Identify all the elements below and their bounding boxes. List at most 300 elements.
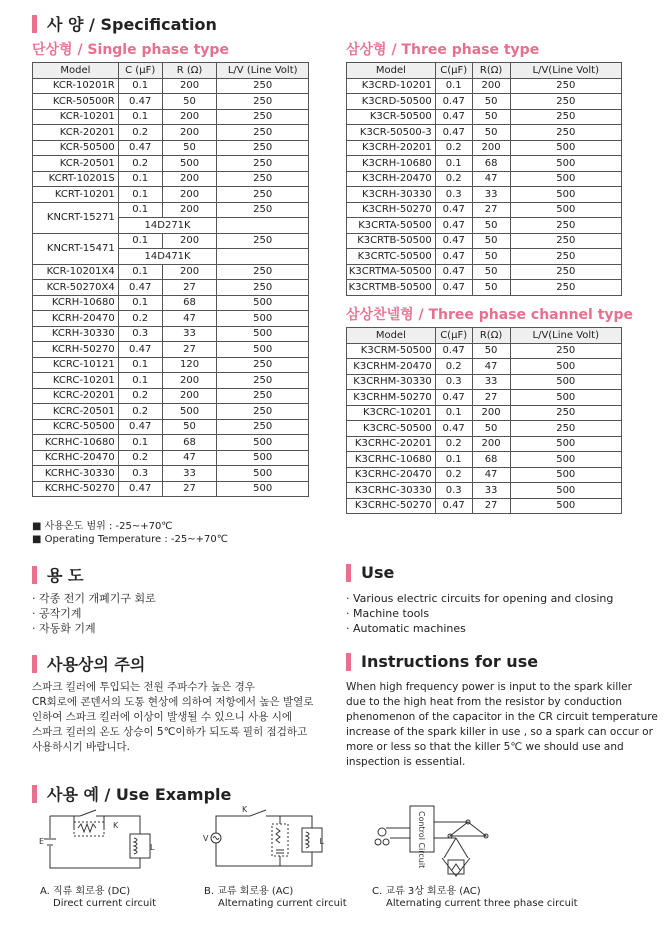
model-cell: K3CRTC-50500 xyxy=(347,249,436,265)
temp-note-ko: ■ 사용온도 범위 : -25~+70℃ xyxy=(32,521,173,532)
value-cell: 200 xyxy=(162,264,217,280)
value-cell: 0.3 xyxy=(118,466,162,482)
value-cell: 250 xyxy=(510,109,621,125)
value-cell: 500 xyxy=(510,202,621,218)
caution-heading-ko xyxy=(32,652,145,675)
caution-line: increase of the spark killer in use , so a spark can occur or xyxy=(346,726,653,738)
table-row xyxy=(33,233,309,249)
channel-type-title: 삼상찬넬형 / Three phase channel type xyxy=(346,307,634,323)
caution-line: phenomenon of the capacitor in the CR circuit temperature xyxy=(346,711,658,723)
value-cell: 500 xyxy=(510,140,621,156)
value-cell: 200 xyxy=(162,373,217,389)
value-cell: 0.47 xyxy=(435,94,472,110)
use-item: · 자동화 기계 xyxy=(32,622,96,635)
value-cell: 200 xyxy=(162,187,217,203)
value-cell: 200 xyxy=(472,405,510,421)
heading-bar xyxy=(32,655,37,673)
value-cell: 0.1 xyxy=(118,233,162,249)
heading-bar xyxy=(32,785,37,803)
label-k: K xyxy=(242,805,248,814)
table-row xyxy=(33,109,309,125)
value-cell: 250 xyxy=(217,94,309,110)
value-cell: 0.1 xyxy=(118,295,162,311)
value-cell: 0.1 xyxy=(118,109,162,125)
value-cell: 500 xyxy=(217,466,309,482)
value-cell: 33 xyxy=(162,466,217,482)
table-row xyxy=(347,264,622,280)
single-phase-table xyxy=(32,62,309,497)
temperature-notes xyxy=(32,520,228,546)
table-row xyxy=(347,467,622,483)
value-cell: 250 xyxy=(510,405,622,421)
value-cell: 0.47 xyxy=(118,419,162,435)
table-row xyxy=(347,452,622,468)
caution-title-ko: 사용상의 주의 xyxy=(47,655,146,674)
use-heading-ko xyxy=(32,563,83,586)
model-cell: KCRHC-10680 xyxy=(33,435,119,451)
value-cell: 50 xyxy=(472,109,510,125)
column-header: R (Ω) xyxy=(162,63,217,79)
value-cell: 200 xyxy=(162,171,217,187)
value-cell: 500 xyxy=(217,481,309,497)
table-row xyxy=(33,140,309,156)
model-cell: K3CRH-10680 xyxy=(347,156,436,172)
value-cell: 500 xyxy=(510,498,622,514)
value-cell: 0.47 xyxy=(435,202,472,218)
column-header: L/V (Line Volt) xyxy=(217,63,309,79)
use-title-en: Use xyxy=(361,563,395,582)
table-row xyxy=(33,156,309,172)
heading-bar xyxy=(346,564,351,582)
heading-bar xyxy=(346,653,351,671)
value-cell: 0.1 xyxy=(118,78,162,94)
table-row xyxy=(347,483,622,499)
value-cell: 250 xyxy=(217,357,309,373)
model-cell: KNCRT-15271 xyxy=(33,202,119,233)
value-cell: 68 xyxy=(472,452,510,468)
table-row xyxy=(347,171,622,187)
value-cell: 50 xyxy=(472,343,510,359)
label-e: E xyxy=(39,837,45,846)
value-cell: 0.47 xyxy=(118,94,162,110)
value-cell: 200 xyxy=(162,202,217,218)
caution-line: due to the high heat from the resistor by conduction xyxy=(346,696,623,708)
value-cell: 0.2 xyxy=(435,140,472,156)
table-row xyxy=(347,233,622,249)
use-item: · Automatic machines xyxy=(346,622,466,635)
model-cell: K3CRTA-50500 xyxy=(347,218,436,234)
table-row xyxy=(347,125,622,141)
table-row xyxy=(33,357,309,373)
table-row xyxy=(33,295,309,311)
value-cell: 27 xyxy=(472,390,510,406)
dc-caption-ko: A. 직류 회로용 (DC) xyxy=(40,886,131,897)
model-cell: K3CRHC-20470 xyxy=(347,467,436,483)
three-phase-circuit-diagram xyxy=(372,802,504,878)
value-cell: 200 xyxy=(162,125,217,141)
column-header: C (μF) xyxy=(118,63,162,79)
table-row xyxy=(347,78,622,94)
model-cell: KCR-20501 xyxy=(33,156,119,172)
ac-circuit-diagram xyxy=(202,800,324,876)
value-cell: 250 xyxy=(217,109,309,125)
table-row xyxy=(33,342,309,358)
value-cell: 0.1 xyxy=(118,357,162,373)
value-cell: 250 xyxy=(510,218,621,234)
value-cell: 200 xyxy=(472,436,510,452)
value-cell: 50 xyxy=(472,218,510,234)
value-cell: 0.1 xyxy=(118,264,162,280)
table-row xyxy=(347,187,622,203)
model-cell: KCRT-10201 xyxy=(33,187,119,203)
value-cell: 27 xyxy=(162,481,217,497)
use-list-en xyxy=(346,591,613,636)
value-cell: 250 xyxy=(510,343,622,359)
use-item: · 각종 전기 개폐기구 회로 xyxy=(32,592,156,605)
value-cell: 500 xyxy=(510,359,622,375)
table-row xyxy=(33,326,309,342)
value-cell: 68 xyxy=(472,156,510,172)
heading-bar xyxy=(32,15,37,33)
value-cell: 500 xyxy=(162,404,217,420)
use-list-ko xyxy=(32,591,156,636)
value-cell: 250 xyxy=(510,233,621,249)
value-cell: 250 xyxy=(510,94,621,110)
column-header: Model xyxy=(33,63,119,79)
value-cell: 33 xyxy=(162,326,217,342)
model-cell: K3CRH-20470 xyxy=(347,171,436,187)
table-row xyxy=(347,390,622,406)
model-cell: KCRHC-20470 xyxy=(33,450,119,466)
model-cell: K3CRHC-30330 xyxy=(347,483,436,499)
value-cell: 0.1 xyxy=(118,202,162,218)
model-cell: K3CRTMA-50500 xyxy=(347,264,436,280)
value-cell: 0.47 xyxy=(435,125,472,141)
value-cell: 500 xyxy=(217,295,309,311)
value-cell: 47 xyxy=(162,311,217,327)
dc-caption xyxy=(40,886,156,910)
table-row xyxy=(33,78,309,94)
label-l: L xyxy=(150,843,155,852)
value-cell: 47 xyxy=(472,359,510,375)
value-cell: 50 xyxy=(162,94,217,110)
value-cell: 200 xyxy=(162,388,217,404)
value-cell: 200 xyxy=(162,109,217,125)
temp-note-en: ■ Operating Temperature : -25~+70℃ xyxy=(32,534,228,545)
model-cell: K3CRC-10201 xyxy=(347,405,436,421)
value-cell: 0.47 xyxy=(118,280,162,296)
single-phase-title: 단상형 / Single phase type xyxy=(32,42,229,58)
value-cell: 27 xyxy=(162,280,217,296)
column-header: Model xyxy=(347,328,436,344)
value-cell: 68 xyxy=(162,295,217,311)
value-cell: 27 xyxy=(472,498,510,514)
model-cell: K3CRD-50500 xyxy=(347,94,436,110)
value-cell: 500 xyxy=(510,467,622,483)
model-cell: KCR-50270X4 xyxy=(33,280,119,296)
model-cell: K3CRC-50500 xyxy=(347,421,436,437)
value-cell: 200 xyxy=(472,140,510,156)
value-cell: 0.1 xyxy=(118,435,162,451)
model-cell: K3CR-50500-3 xyxy=(347,125,436,141)
label-k: K xyxy=(113,821,119,830)
value-cell: 500 xyxy=(217,311,309,327)
model-cell: K3CRTMB-50500 xyxy=(347,280,436,296)
ac-caption xyxy=(204,886,347,910)
use-item: · 공작기계 xyxy=(32,607,82,620)
table-row xyxy=(33,404,309,420)
table-row xyxy=(33,94,309,110)
value-cell: 250 xyxy=(510,125,621,141)
value-cell: 250 xyxy=(510,249,621,265)
value-cell: 0.2 xyxy=(118,156,162,172)
value-cell: 120 xyxy=(162,357,217,373)
use-item: · Various electric circuits for opening and closing xyxy=(346,592,614,605)
value-cell: 500 xyxy=(217,342,309,358)
value-cell: 0.1 xyxy=(435,405,472,421)
table-row xyxy=(33,373,309,389)
value-cell: 0.1 xyxy=(118,171,162,187)
table-row xyxy=(33,202,309,218)
value-cell: 500 xyxy=(510,483,622,499)
dc-circuit-diagram xyxy=(38,806,156,876)
table-row xyxy=(33,466,309,482)
column-header: R(Ω) xyxy=(472,328,510,344)
model-cell: KCRHC-50270 xyxy=(33,481,119,497)
value-cell: 0.47 xyxy=(118,481,162,497)
model-cell: KNCRT-15471 xyxy=(33,233,119,264)
value-cell: 500 xyxy=(217,326,309,342)
value-cell: 50 xyxy=(472,125,510,141)
caution-line: more or less so that the killer 5℃ we should use and xyxy=(346,741,624,753)
caution-heading-en xyxy=(346,652,538,671)
model-cell: K3CRHC-10680 xyxy=(347,452,436,468)
model-cell: KCR-50500R xyxy=(33,94,119,110)
value-cell: 250 xyxy=(510,421,622,437)
table-row xyxy=(33,264,309,280)
value-cell: 500 xyxy=(217,450,309,466)
table-row xyxy=(347,218,622,234)
table-row xyxy=(347,140,622,156)
value-cell: 200 xyxy=(472,78,510,94)
table-row xyxy=(33,125,309,141)
value-cell: 0.47 xyxy=(435,249,472,265)
example-title: 사용 예 / Use Example xyxy=(47,785,232,804)
model-cell: KCRH-10680 xyxy=(33,295,119,311)
three-phase-caption-en: Alternating current three phase circuit xyxy=(386,898,578,909)
empty-cell xyxy=(217,249,309,265)
empty-cell xyxy=(217,218,309,234)
model-cell: KCR-10201R xyxy=(33,78,119,94)
value-cell: 500 xyxy=(510,452,622,468)
caution-title-en: Instructions for use xyxy=(361,652,539,671)
model-cell: K3CRD-10201 xyxy=(347,78,436,94)
value-cell: 47 xyxy=(472,467,510,483)
model-cell: KCRC-20501 xyxy=(33,404,119,420)
value-cell: 500 xyxy=(162,156,217,172)
value-cell: 250 xyxy=(510,280,621,296)
caution-line: 사용하시기 바랍니다. xyxy=(32,741,130,753)
value-cell: 33 xyxy=(472,374,510,390)
value-cell: 47 xyxy=(472,171,510,187)
use-item: · Machine tools xyxy=(346,607,430,620)
value-cell: 250 xyxy=(217,140,309,156)
value-cell: 0.2 xyxy=(435,171,472,187)
column-header: L/V(Line Volt) xyxy=(510,328,622,344)
table-row xyxy=(347,374,622,390)
value-cell: 0.47 xyxy=(435,421,472,437)
table-row xyxy=(347,421,622,437)
three-phase-title: 삼상형 / Three phase type xyxy=(346,42,540,58)
value-cell: 0.47 xyxy=(435,280,472,296)
value-cell: 0.3 xyxy=(435,483,472,499)
spec-heading xyxy=(32,12,217,35)
value-cell: 0.2 xyxy=(118,388,162,404)
value-cell: 200 xyxy=(162,233,217,249)
table-row xyxy=(347,202,622,218)
value-cell: 0.47 xyxy=(118,342,162,358)
table-row xyxy=(347,94,622,110)
table-row xyxy=(347,436,622,452)
value-cell: 0.3 xyxy=(118,326,162,342)
value-cell: 27 xyxy=(162,342,217,358)
use-heading-en xyxy=(346,563,394,582)
table-row xyxy=(33,388,309,404)
value-cell: 250 xyxy=(217,125,309,141)
model-cell: K3CRHM-30330 xyxy=(347,374,436,390)
model-cell: K3CRHM-50270 xyxy=(347,390,436,406)
model-cell: KCRC-10121 xyxy=(33,357,119,373)
table-row xyxy=(347,156,622,172)
value-cell: 250 xyxy=(217,233,309,249)
value-cell: 0.47 xyxy=(435,233,472,249)
table-row xyxy=(347,359,622,375)
value-cell: 500 xyxy=(510,156,621,172)
value-cell: 50 xyxy=(472,233,510,249)
caution-line: 스파크 킬러의 온도 상승이 5℃이하가 되도록 필히 점검하고 xyxy=(32,726,308,738)
value-cell: 50 xyxy=(472,280,510,296)
value-cell: 0.47 xyxy=(435,218,472,234)
value-cell: 0.3 xyxy=(435,187,472,203)
value-cell: 250 xyxy=(217,419,309,435)
value-cell: 0.2 xyxy=(118,404,162,420)
table-row xyxy=(347,109,622,125)
value-cell: 250 xyxy=(217,388,309,404)
caution-line: When high frequency power is input to the spark killer xyxy=(346,681,632,693)
table-row xyxy=(33,171,309,187)
model-cell: KCRC-50500 xyxy=(33,419,119,435)
value-cell: 0.47 xyxy=(435,264,472,280)
value-cell: 500 xyxy=(510,187,621,203)
table-row xyxy=(347,280,622,296)
caution-line: CR회로에 콘덴서의 도통 현상에 의하여 저항에서 높은 발열로 xyxy=(32,696,314,708)
model-cell: KCRH-30330 xyxy=(33,326,119,342)
value-cell: 0.2 xyxy=(435,467,472,483)
value-cell: 0.47 xyxy=(435,390,472,406)
caution-text-en xyxy=(346,680,658,770)
table-row xyxy=(33,481,309,497)
caution-line: 인하여 스파크 킬러에 이상이 발생될 수 있으니 사용 시에 xyxy=(32,711,292,723)
value-cell: 500 xyxy=(510,374,622,390)
value-cell: 250 xyxy=(217,156,309,172)
value-cell: 250 xyxy=(217,187,309,203)
table-row xyxy=(33,280,309,296)
model-cell: KCRH-20470 xyxy=(33,311,119,327)
table-row xyxy=(33,450,309,466)
use-title-ko: 용 도 xyxy=(47,566,84,585)
value-cell: 500 xyxy=(217,435,309,451)
value-cell: 250 xyxy=(217,264,309,280)
value-cell: 50 xyxy=(472,94,510,110)
value-cell: 47 xyxy=(162,450,217,466)
table-row xyxy=(347,249,622,265)
model-cell: K3CR-50500 xyxy=(347,109,436,125)
model-cell: KCR-20201 xyxy=(33,125,119,141)
value-cell: 50 xyxy=(472,249,510,265)
value-cell: 0.3 xyxy=(435,374,472,390)
ac-caption-ko: B. 교류 회로용 (AC) xyxy=(204,886,294,897)
model-cell: KCR-50500 xyxy=(33,140,119,156)
value-cell: 27 xyxy=(472,202,510,218)
control-circuit-label: Control Circuit xyxy=(417,811,426,869)
value-cell: 33 xyxy=(472,187,510,203)
column-header: R(Ω) xyxy=(472,63,510,79)
model-cell: KCR-10201 xyxy=(33,109,119,125)
spec-title: 사 양 / Specification xyxy=(47,15,217,34)
caution-text-ko xyxy=(32,680,313,755)
column-header: C(μF) xyxy=(435,328,472,344)
three-phase-caption-ko: C. 교류 3상 회로용 (AC) xyxy=(372,886,481,897)
model-cell: K3CRHM-20470 xyxy=(347,359,436,375)
caution-line: inspection is essential. xyxy=(346,756,466,768)
value-cell: 50 xyxy=(162,140,217,156)
value-cell: 250 xyxy=(217,373,309,389)
value-cell: 33 xyxy=(472,483,510,499)
table-row xyxy=(347,498,622,514)
value-cell: 50 xyxy=(472,264,510,280)
value-cell: 500 xyxy=(510,390,622,406)
three-phase-caption xyxy=(372,886,578,910)
model-cell: K3CRHC-20201 xyxy=(347,436,436,452)
value-cell: 500 xyxy=(510,171,621,187)
table-row xyxy=(33,419,309,435)
value-cell: 0.1 xyxy=(435,156,472,172)
value-cell: 250 xyxy=(217,280,309,296)
table-row xyxy=(33,311,309,327)
model-cell: K3CRH-30330 xyxy=(347,187,436,203)
varistor-cell: 14D471K xyxy=(118,249,217,265)
model-cell: KCRHC-30330 xyxy=(33,466,119,482)
model-cell: KCR-10201X4 xyxy=(33,264,119,280)
model-cell: K3CRHC-50270 xyxy=(347,498,436,514)
value-cell: 0.2 xyxy=(118,311,162,327)
value-cell: 68 xyxy=(162,435,217,451)
ac-caption-en: Alternating current circuit xyxy=(218,898,347,909)
model-cell: K3CRH-50270 xyxy=(347,202,436,218)
model-cell: KCRT-10201S xyxy=(33,171,119,187)
value-cell: 250 xyxy=(510,264,621,280)
value-cell: 0.1 xyxy=(435,452,472,468)
dc-caption-en: Direct current circuit xyxy=(53,898,157,909)
column-header: Model xyxy=(347,63,436,79)
value-cell: 0.47 xyxy=(435,343,472,359)
heading-bar xyxy=(32,566,37,584)
value-cell: 0.1 xyxy=(118,373,162,389)
three-phase-table xyxy=(346,62,622,296)
value-cell: 0.2 xyxy=(435,359,472,375)
model-cell: K3CRH-20201 xyxy=(347,140,436,156)
table-row xyxy=(347,343,622,359)
